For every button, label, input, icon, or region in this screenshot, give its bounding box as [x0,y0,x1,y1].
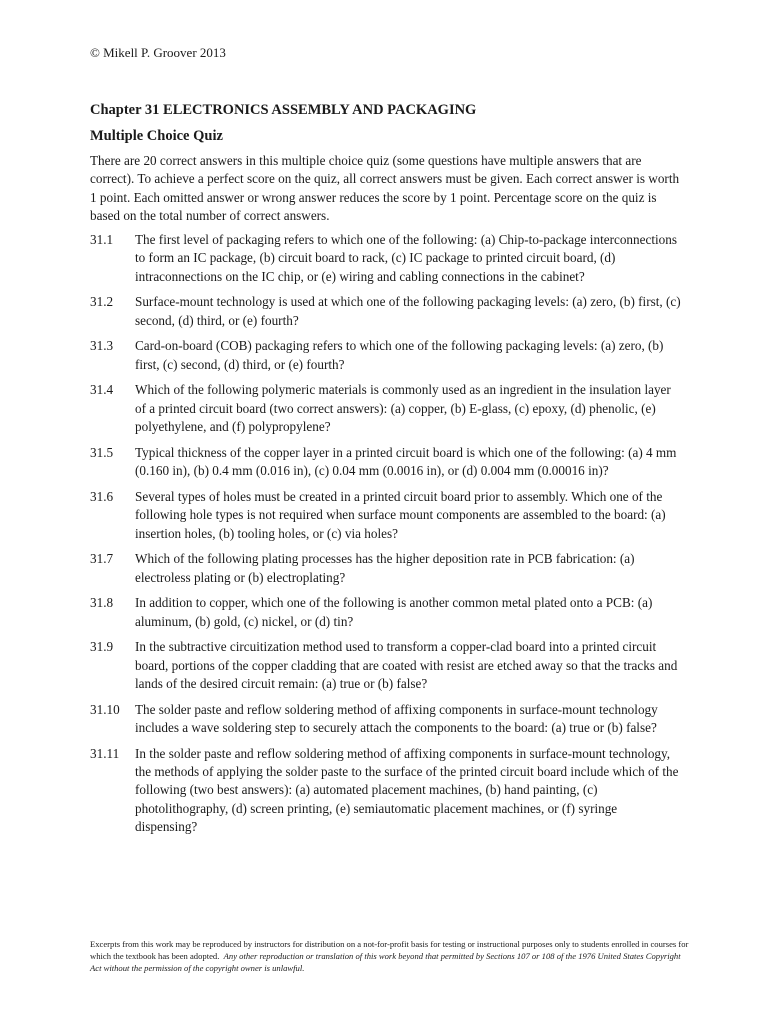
question-number: 31.2 [90,294,114,310]
chapter-title: Chapter 31 ELECTRONICS ASSEMBLY AND PACKAGING [90,102,477,118]
question-item [90,231,682,286]
copyright-footer [90,938,694,974]
question-number: 31.1 [90,232,114,247]
question-text: Several types of holes must be created in a printed circuit board prior to assembly. Which one of the following hole types is not required when surface mount components are assembled to the board: (a) insertion holes, (b) tooling holes, or (c) via holes? [135,488,666,541]
question-text: In addition to copper, which one of the following is another common metal plated onto a PCB: (a) aluminum, (b) gold, (c) nickel, or (d) tin? [135,595,653,629]
question-item [90,701,682,738]
footer-notice-italic: Any other reproduction or translation of this work beyond that permitted by Sections 107 or 108 of the 1976 United States Copyright Act without the permission of the copyright owner is unlawful. [90,951,681,973]
question-text: Which of the following polymeric materials is commonly used as an ingredient in the insulation layer of a printed circuit board (two correct answers): (a) copper, (b) E-glass, (c) epoxy, (d) phenolic, (e) polyethylene, and (f) polypropylene? [135,382,671,435]
question-text: The solder paste and reflow soldering method of affixing components in surface-mount technology includes a wave soldering step to securely attach the components to the board: (a) true or (b) false? [135,701,658,736]
footer-notice: Excerpts from this work may be reproduced by instructors for distribution on a not-for-profit basis for testing or instructional purposes only to students enrolled in courses for which the textbook has been adopted. [90,939,689,961]
question-number: 31.6 [90,488,114,504]
question-item [90,638,682,693]
question-number: 31.3 [90,338,114,354]
question-number: 31.5 [90,444,114,460]
question-text: Surface-mount technology is used at which one of the following packaging levels: (a) zero, (b) first, (c) second, (d) third, or (e) fourth? [135,294,681,328]
question-number: 31.10 [90,701,120,717]
question-item [90,337,682,374]
question-text: Typical thickness of the copper layer in a printed circuit board is which one of the following: (a) 4 mm (0.160 in), (b) 0.4 mm (0.016 in), (c) 0.04 mm (0.0016 in), or (d) 0.004 mm (0.00016 in)? [135,444,677,479]
question-number: 31.4 [90,382,114,398]
copyright-notice: © Mikell P. Groover 2013 [90,45,226,60]
question-number: 31.11 [90,745,120,761]
quiz-title: Multiple Choice Quiz [90,128,223,144]
question-item [90,745,682,837]
question-item [90,444,682,481]
question-text: In the solder paste and reflow soldering method of affixing components in surface-mount technology, the methods of applying the solder paste to the surface of the printed circuit board include which of the following (two best answers): (a) automated placement machines, (b) hand painting, (c) photolithography, (d) screen printing, (e) semiautomatic placement machines, or (f) syringe dispensing? [135,745,679,835]
quiz-instructions: There are 20 correct answers in this multiple choice quiz (some questions have multiple answers that are correct). To achieve a perfect score on the quiz, all correct answers must be given. Each correct answer is worth 1 point. Each omitted answer or wrong answer reduces the score by 1 point. Percentage score on the quiz is based on the total number of correct answers. [90,153,680,224]
question-number: 31.8 [90,595,114,611]
question-item [90,550,682,587]
question-text: In the subtractive circuitization method used to transform a copper-clad board into a printed circuit board, portions of the copper cladding that are coated with resist are etched away so that the tracks and lands of the desired circuit remain: (a) true or (b) false? [135,639,678,692]
question-item [90,594,682,631]
question-text: Card-on-board (COB) packaging refers to which one of the following packaging levels: (a) zero, (b) first, (c) second, (d) third, or (e) fourth? [135,338,664,372]
question-item [90,381,682,436]
question-number: 31.7 [90,551,114,567]
question-text: The first level of packaging refers to which one of the following: (a) Chip-to-package interconnections to form an IC package, (b) circuit board to rack, (c) IC package to printed circuit board, (d) intraconnections on the IC chip, or (e) wiring and cabling connections in the cabinet? [135,232,677,284]
question-item [90,293,682,330]
question-text: Which of the following plating processes has the higher deposition rate in PCB fabrication: (a) electroless plating or (b) electroplating? [135,551,635,585]
question-list [90,231,682,844]
question-number: 31.9 [90,639,114,655]
question-item [90,488,682,543]
